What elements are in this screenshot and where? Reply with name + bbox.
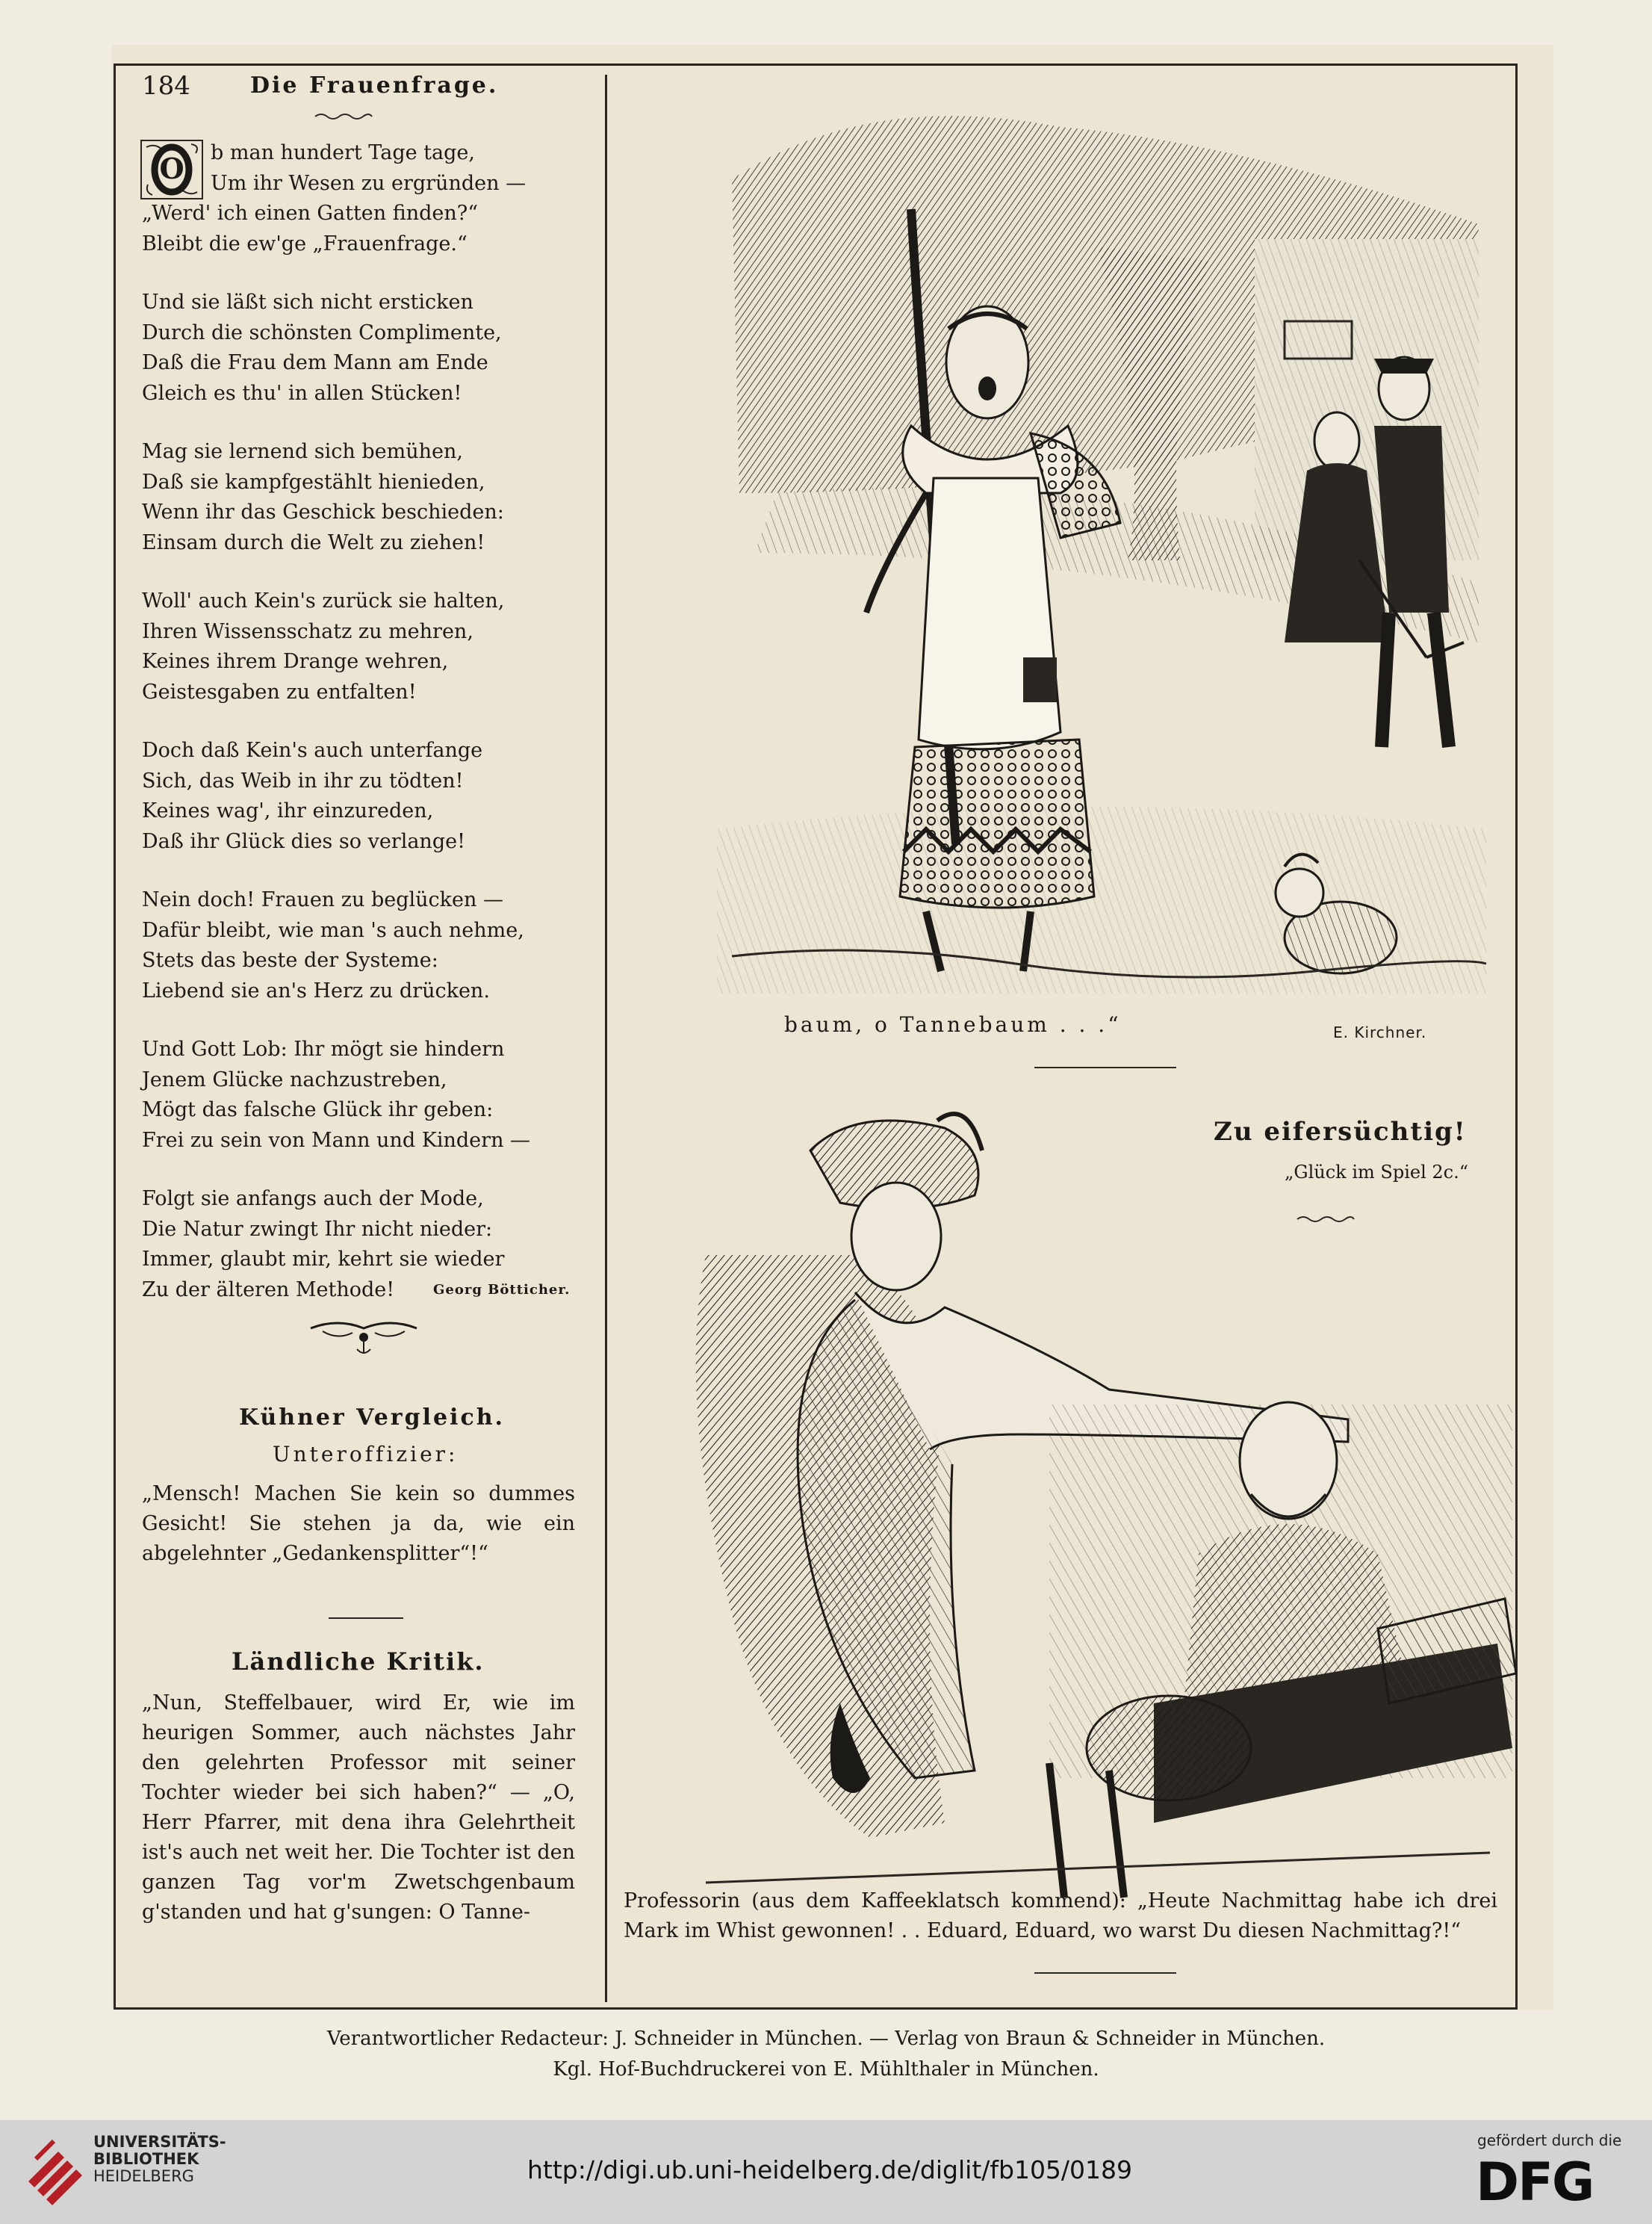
section-speaker: Unteroffizier:	[273, 1442, 459, 1466]
poem-line: Nein doch! Frauen zu beglücken —	[142, 888, 503, 911]
poem-line: b man hundert Tage tage,	[211, 141, 475, 164]
dropcap-o-icon	[140, 140, 203, 199]
poem-line: Daß ihr Glück dies so verlange!	[142, 829, 465, 853]
poem-line: Woll' auch Kein's zurück sie halten,	[142, 589, 505, 613]
section-title: Ländliche Kritik.	[232, 1647, 485, 1676]
poem-author: Georg Bötticher.	[433, 1282, 571, 1298]
poem-line: Doch daß Kein's auch unterfange	[142, 739, 483, 762]
poem-stanza	[142, 138, 575, 259]
poem-line: Mag sie lernend sich bemühen,	[142, 440, 463, 463]
funding-label: gefördert durch die	[1477, 2131, 1622, 2149]
section-title: Zu eifersüchtig!	[1214, 1117, 1467, 1147]
poem-line: Keines wag', ihr einzureden,	[142, 799, 434, 823]
poem-line: Stets das beste der Systeme:	[142, 949, 438, 972]
section-rule	[329, 1617, 403, 1619]
section-paragraph: „Mensch! Machen Sie kein so dummes Gesicht! Sie stehen ja da, wie ein abgelehnter „Gedankensplitter“!“	[142, 1482, 575, 1565]
poem-line: Einsam durch die Welt zu ziehen!	[142, 530, 485, 554]
poem-line: Und sie läßt sich nicht ersticken	[142, 291, 473, 314]
poem-line: Durch die schönsten Complimente,	[142, 320, 502, 344]
poem-stanza	[142, 736, 575, 857]
page-header	[142, 71, 590, 105]
poem-line: Keines ihrem Drange wehren,	[142, 650, 449, 673]
section-rule	[1034, 1972, 1176, 1974]
poem-line: Daß die Frau dem Mann am Ende	[142, 351, 488, 374]
poem-line: Gleich es thu' in allen Stücken!	[142, 381, 462, 405]
poem-line: Bleibt die ew'ge „Frauenfrage.“	[142, 232, 468, 255]
poem-stanza	[142, 437, 575, 558]
poem-stanza	[142, 1035, 575, 1156]
poem-line: Daß sie kampfgestählt hienieden,	[142, 470, 485, 494]
poem-line: Um ihr Wesen zu ergründen —	[211, 171, 527, 195]
poem-line: Mögt das falsche Glück ihr geben:	[142, 1098, 494, 1121]
poem-line: Sich, das Weib in ihr zu tödten!	[142, 769, 464, 793]
poem-line: Wenn ihr das Geschick beschieden:	[142, 501, 504, 524]
poem-line: Jenem Glücke nachzustreben,	[142, 1068, 447, 1091]
poem-line: Geistesgaben zu entfalten!	[142, 680, 417, 704]
section-subtitle: „Glück im Spiel 2c.“	[1285, 1162, 1469, 1183]
ornament-squiggle-icon	[314, 111, 373, 123]
flourish-ornament-icon	[308, 1315, 420, 1357]
poem-line: „Werd' ich einen Gatten finden?“	[142, 202, 479, 225]
poem-line: Ihren Wissensschatz zu mehren,	[142, 619, 473, 643]
illustration-caption: Professorin (aus dem Kaffeeklatsch kommend): „Heute Nachmittag habe ich drei Mark im Whist gewonnen! . . Eduard, Eduard, wo warst Du diesen Nachmittag?!“	[624, 1889, 1497, 1942]
study-illustration	[631, 1106, 1524, 1912]
poem-line: Zu der älteren Methode!	[142, 1277, 395, 1301]
poem	[142, 138, 575, 1334]
imprint-line: Kgl. Hof-Buchdruckerei von E. Mühlthaler in München.	[553, 2058, 1099, 2081]
poem-line: Liebend sie an's Herz zu drücken.	[142, 979, 490, 1003]
page-number: 184	[142, 71, 190, 101]
university-library-logo-icon	[21, 2129, 88, 2211]
poem-line: Und Gott Lob: Ihr mögt sie hindern	[142, 1038, 505, 1061]
running-title: Die Frauenfrage.	[250, 72, 499, 99]
section-rule	[1034, 1067, 1176, 1068]
poem-stanza	[142, 586, 575, 707]
ornament-squiggle-icon	[1296, 1214, 1356, 1224]
poem-stanza	[142, 885, 575, 1006]
artist-signature: E. Kirchner.	[1333, 1023, 1427, 1041]
section-title: Kühner Vergleich.	[239, 1404, 505, 1431]
poem-line: Folgt sie anfangs auch der Mode,	[142, 1187, 484, 1210]
imprint-line: Verantwortlicher Redacteur: J. Schneider in München. — Verlag von Braun & Schneider in München.	[326, 2028, 1326, 2050]
poem-line: Frei zu sein von Mann und Kindern —	[142, 1128, 531, 1152]
illustration-caption: baum, o Tannebaum . . .“	[784, 1012, 1122, 1037]
garden-illustration	[642, 75, 1509, 994]
poem-line: Die Natur zwingt Ihr nicht nieder:	[142, 1217, 493, 1241]
poem-line: Dafür bleibt, wie man 's auch nehme,	[142, 918, 524, 942]
library-name: UNIVERSITÄTS- BIBLIOTHEK HEIDELBERG	[93, 2133, 226, 2185]
column-divider	[605, 75, 607, 2002]
permalink-url[interactable]: http://digi.ub.uni-heidelberg.de/diglit/fb105/0189	[527, 2155, 1133, 2184]
section-paragraph: „Nun, Steffelbauer, wird Er, wie im heurigen Sommer, auch nächstes Jahr den gelehrten Professor mit seiner Tochter wieder bei sich haben?“ — „O, Herr Pfarrer, mit dena ihra Gelehrtheit ist's auch net weit her. Die Tochter ist den ganzen Tag vor'm Zwetschgenbaum g'standen und hat g'sungen: O Tanne-	[142, 1691, 575, 1924]
svg-text:O: O	[159, 152, 184, 185]
poem-line: Immer, glaubt mir, kehrt sie wieder	[142, 1248, 505, 1271]
dfg-logo: DFG	[1476, 2152, 1594, 2213]
poem-stanza	[142, 288, 575, 409]
